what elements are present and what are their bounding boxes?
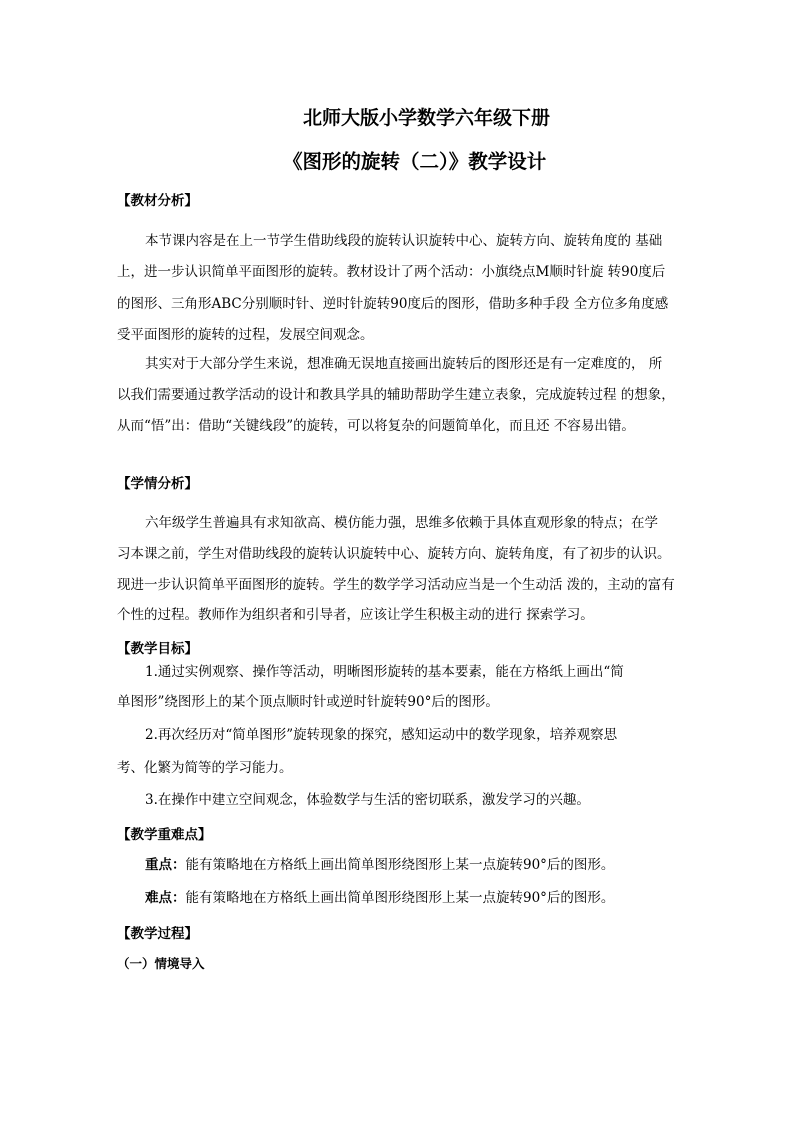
- paragraph-line: 六年级学生普遍具有求知欲高、模仿能力强，思维多依赖于具体直观形象的特点；在学: [145, 515, 658, 531]
- paragraph-line: 其实对于大部分学生来说，想准确无误地直接画出旋转后的图形还是有一定难度的， 所: [145, 356, 663, 372]
- paragraph-line: 受平面图形的旋转的过程，发展空间观念。: [117, 327, 374, 343]
- paragraph-line: 个性的过程。教师作为组织者和引导者，应该让学生积极主动的进行 探索学习。: [117, 607, 594, 623]
- goal-line: 单图形”绕图形上的某个顶点顺时针或逆时针旋转90°后的图形。: [117, 694, 499, 710]
- section-heading-student-analysis: 【学情分析】: [117, 476, 198, 492]
- goal-line: 1.通过实例观察、操作等活动，明晰图形旋转的基本要素，能在方格纸上画出“简: [145, 664, 624, 680]
- goal-line: 3.在操作中建立空间观念，体验数学与生活的密切联系，激发学习的兴趣。: [145, 792, 590, 808]
- difficult-point-label: 难点：: [145, 890, 186, 906]
- goal-line: 2.再次经历对“简单图形”旋转现象的探究，感知运动中的数学现象，培养观察思: [145, 727, 618, 743]
- section-heading-teaching-goals: 【教学目标】: [117, 641, 198, 657]
- difficult-point-line: [145, 890, 614, 906]
- section-heading-textbook-analysis: 【教材分析】: [117, 193, 198, 209]
- section-heading-key-points: 【教学重难点】: [117, 827, 212, 843]
- subsection-heading-introduction: （一）情境导入: [117, 956, 205, 971]
- paragraph-line: 现进一步认识简单平面图形的旋转。学生的数学学习活动应当是一个生动活 泼的，主动的富有: [117, 577, 675, 593]
- key-point-text: 能有策略地在方格纸上画出简单图形绕图形上某一点旋转90°后的图形。: [185, 857, 615, 873]
- goal-line: 考、化繁为简等的学习能力。: [117, 760, 293, 776]
- document-title-line2: 《图形的旋转（二）》教学设计: [283, 150, 547, 173]
- paragraph-line: 从而“悟”出：借助“关键线段”的旋转，可以将复杂的问题简单化，而且还 不容易出错。: [117, 418, 635, 434]
- difficult-point-text: 能有策略地在方格纸上画出简单图形绕图形上某一点旋转90°后的图形。: [185, 890, 615, 906]
- section-heading-teaching-process: 【教学过程】: [117, 926, 198, 942]
- document-title-line1: 北师大版小学数学六年级下册: [303, 107, 551, 129]
- paragraph-line: 上，进一步认识简单平面图形的旋转。教材设计了两个活动：小旗绕点M顺时针旋 转90度后: [117, 264, 666, 280]
- paragraph-line: 的图形、三角形ABC分别顺时针、逆时针旋转90度后的图形，借助多种手段 全方位多角度感: [117, 296, 669, 312]
- paragraph-line: 习本课之前，学生对借助线段的旋转认识旋转中心、旋转方向、旋转角度，有了初步的认识。: [117, 546, 671, 562]
- paragraph-line: 以我们需要通过教学活动的设计和教具学具的辅助帮助学生建立表象，完成旋转过程 的想象，: [117, 387, 675, 403]
- key-point-line: [145, 857, 614, 873]
- paragraph-line: 本节课内容是在上一节学生借助线段的旋转认识旋转中心、旋转方向、旋转角度的 基础: [145, 233, 663, 249]
- key-point-label: 重点：: [145, 857, 186, 873]
